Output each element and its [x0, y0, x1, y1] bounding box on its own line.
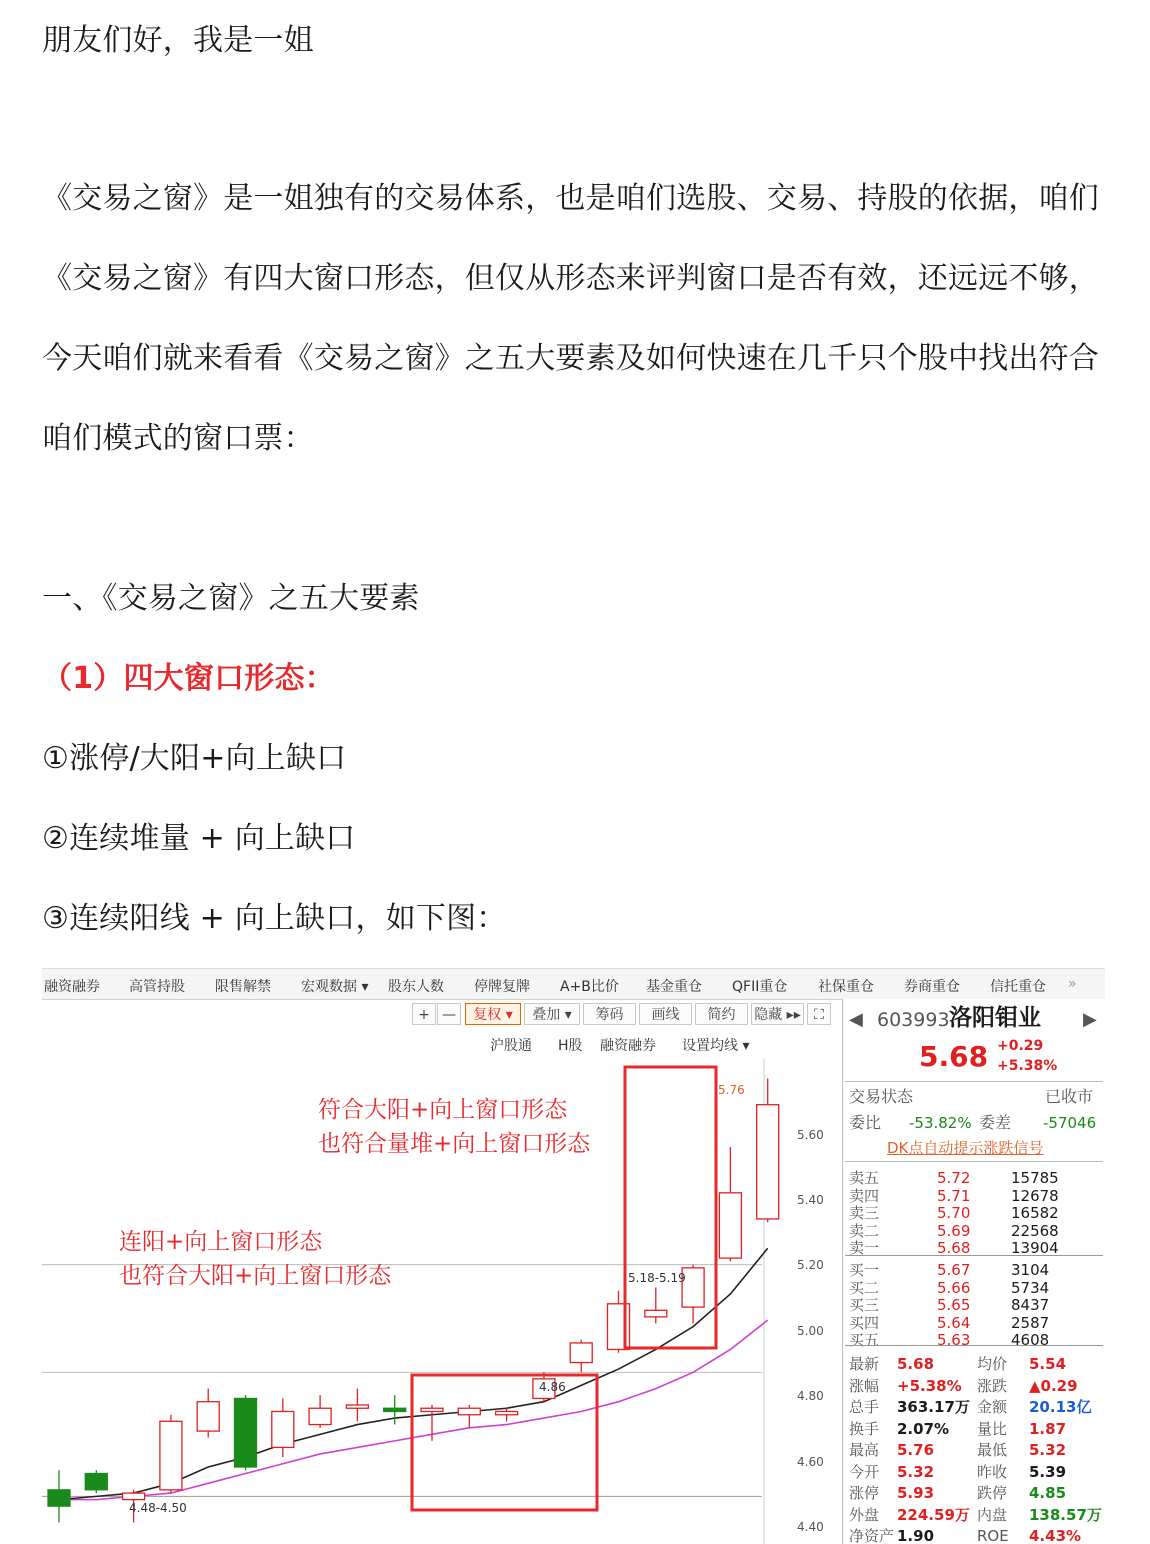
- bid-label: 买五: [849, 1331, 880, 1349]
- stat-label: 最高: [849, 1441, 880, 1459]
- top-tab-bar: [42, 969, 1105, 1000]
- stock-code: 603993: [877, 1009, 950, 1031]
- weicha-label: 委差: [979, 1113, 1012, 1132]
- simple-button[interactable]: 简约: [695, 1003, 748, 1025]
- ask-label: 卖五: [849, 1169, 880, 1187]
- dk-signal-link[interactable]: DK点自动提示涨跌信号: [887, 1139, 1044, 1157]
- stat-value: 2.07%: [897, 1419, 950, 1438]
- stat-label: 总手: [849, 1398, 880, 1416]
- candle: [272, 1398, 294, 1457]
- adjust-dropdown[interactable]: 复权 ▾: [465, 1003, 521, 1025]
- tab-social-security[interactable]: 社保重仓: [818, 979, 874, 995]
- overlay-dropdown[interactable]: 叠加 ▾: [524, 1003, 580, 1025]
- stat-label: 最新: [849, 1355, 880, 1373]
- ask-price: 5.68: [937, 1239, 971, 1257]
- ask-volume: 13904: [1011, 1239, 1059, 1257]
- tab-qfii-holdings[interactable]: QFII重仓: [732, 979, 788, 995]
- stat-value: 5.39: [1029, 1462, 1067, 1481]
- tab-fund-holdings[interactable]: 基金重仓: [646, 979, 702, 995]
- zoom-out-button[interactable]: —: [437, 1003, 461, 1025]
- stat-value: 5.32: [897, 1462, 935, 1481]
- bid-label: 买三: [849, 1296, 880, 1314]
- weicha-value: -57046: [1043, 1114, 1097, 1132]
- tab-margin-trading[interactable]: 融资融券: [44, 979, 100, 995]
- stat-label: 净资产: [849, 1527, 895, 1544]
- price-label-high: 5.76: [718, 1083, 745, 1097]
- tab-lockup-expiry[interactable]: 限售解禁: [215, 979, 271, 995]
- list-item-2: ②连续堆量 + 向上缺口: [42, 821, 356, 856]
- tabs-more-icon[interactable]: »: [1068, 976, 1077, 992]
- ask-price: 5.70: [937, 1204, 971, 1222]
- ask-price: 5.71: [937, 1186, 971, 1205]
- tab-executive-holdings[interactable]: 高管持股: [129, 979, 185, 995]
- tab-broker-holdings[interactable]: 券商重仓: [904, 979, 960, 995]
- bid-label: 买一: [849, 1261, 880, 1279]
- y-tick: 5.60: [797, 1128, 824, 1142]
- stat-value: 4.85: [1029, 1484, 1067, 1502]
- tab-trust-holdings[interactable]: 信托重仓: [990, 979, 1046, 995]
- price-label-mid: 5.18-5.19: [628, 1271, 686, 1285]
- intro-line-3: 今天咱们就来看看《交易之窗》之五大要素及如何快速在几千只个股中找出符合: [42, 341, 1099, 376]
- bid-volume: 8437: [1011, 1296, 1050, 1314]
- link-h-share[interactable]: H股: [558, 1038, 583, 1054]
- prev-stock-icon[interactable]: ◀: [849, 1009, 863, 1030]
- stat-value: 5.54: [1029, 1355, 1067, 1373]
- candle: [197, 1389, 219, 1438]
- bid-label: 买二: [849, 1278, 880, 1297]
- ask-volume: 12678: [1011, 1186, 1059, 1205]
- stat-value: 363.17万: [897, 1398, 970, 1416]
- stat-value: 5.32: [1029, 1441, 1067, 1459]
- ask-label: 卖三: [849, 1204, 880, 1222]
- y-tick: 4.40: [797, 1520, 824, 1534]
- tab-suspension[interactable]: 停牌复牌: [474, 979, 530, 995]
- bid-price: 5.64: [937, 1313, 971, 1332]
- candle: [757, 1079, 779, 1223]
- status-label: 交易状态: [849, 1087, 914, 1106]
- list-item-3: ③连续阳线 + 向上缺口，如下图：: [42, 901, 507, 936]
- ask-volume: 15785: [1011, 1169, 1059, 1187]
- candle: [48, 1470, 70, 1522]
- tab-macro-data[interactable]: 宏观数据 ▾: [301, 979, 369, 995]
- stock-chart-screenshot: [42, 968, 1105, 1544]
- y-tick: 5.00: [797, 1324, 824, 1338]
- bid-price: 5.67: [937, 1261, 971, 1279]
- draw-button[interactable]: 画线: [639, 1003, 692, 1025]
- candle: [346, 1389, 368, 1422]
- link-margin[interactable]: 融资融券: [600, 1038, 656, 1054]
- ask-price: 5.69: [937, 1221, 971, 1240]
- ma-settings-dropdown[interactable]: 设置均线 ▾: [682, 1038, 750, 1054]
- bid-volume: 2587: [1011, 1313, 1050, 1332]
- candle: [458, 1405, 480, 1428]
- stat-label: 今开: [849, 1462, 880, 1481]
- stat-value: 5.93: [897, 1484, 935, 1502]
- stat-label: 涨幅: [849, 1376, 880, 1395]
- stock-name: 洛阳钼业: [949, 1005, 1041, 1031]
- section-title: 一、《交易之窗》之五大要素: [42, 581, 420, 616]
- candle: [309, 1395, 331, 1428]
- stat-value: 1.87: [1029, 1419, 1067, 1438]
- stat-label: 换手: [849, 1419, 880, 1438]
- price-change: +0.29: [997, 1038, 1044, 1054]
- ask-volume: 16582: [1011, 1204, 1059, 1222]
- bid-volume: 5734: [1011, 1278, 1050, 1297]
- tab-shareholder-count[interactable]: 股东人数: [388, 979, 444, 995]
- stat-value: 224.59万: [897, 1505, 970, 1524]
- hide-button[interactable]: 隐藏 ▸▸: [751, 1003, 804, 1025]
- stat-value: 4.43%: [1029, 1527, 1082, 1544]
- stat-label: 涨跌: [977, 1376, 1008, 1395]
- bid-label: 买四: [849, 1313, 880, 1332]
- intro-line-1: 《交易之窗》是一姐独有的交易体系，也是咱们选股、交易、持股的依据，咱们: [42, 181, 1099, 216]
- price-label-low2: 4.86: [539, 1380, 566, 1394]
- candle: [160, 1415, 182, 1493]
- price-label-low1: 4.48-4.50: [129, 1501, 187, 1515]
- stat-value: ▲0.29: [1029, 1376, 1078, 1395]
- stat-label: 涨停: [849, 1484, 880, 1502]
- candle: [570, 1340, 592, 1373]
- stat-value: 5.68: [897, 1355, 935, 1373]
- list-item-1: ①涨停/大阳+向上缺口: [42, 741, 347, 776]
- y-tick: 4.80: [797, 1389, 824, 1403]
- candle: [496, 1408, 518, 1421]
- annotation-left-line1: 连阳+向上窗口形态: [119, 1229, 323, 1255]
- price-change-pct: +5.38%: [997, 1058, 1058, 1074]
- stat-value: +5.38%: [897, 1376, 962, 1395]
- bid-volume: 3104: [1011, 1261, 1050, 1279]
- tab-ab-ratio[interactable]: A+B比价: [560, 979, 619, 995]
- weibi-value: -53.82%: [909, 1114, 972, 1132]
- stat-label: 跌停: [977, 1484, 1008, 1502]
- greeting: 朋友们好，我是一姐: [42, 23, 314, 58]
- stat-label: 金额: [977, 1398, 1008, 1416]
- ask-price: 5.72: [937, 1169, 971, 1187]
- candle: [235, 1395, 257, 1470]
- bid-price: 5.63: [937, 1331, 971, 1349]
- annotation-right-line1: 符合大阳+向上窗口形态: [318, 1097, 568, 1123]
- annotation-right-line2: 也符合量堆+向上窗口形态: [318, 1131, 591, 1157]
- highlight-box-left: [412, 1375, 597, 1510]
- stat-value: 20.13亿: [1029, 1398, 1092, 1416]
- chips-button[interactable]: 筹码: [583, 1003, 636, 1025]
- stat-label: 外盘: [849, 1505, 880, 1524]
- candle: [85, 1470, 107, 1493]
- bid-price: 5.65: [937, 1296, 971, 1314]
- candle: [645, 1287, 667, 1323]
- ask-label: 卖二: [849, 1221, 880, 1240]
- y-tick: 5.40: [797, 1193, 824, 1207]
- weibi-label: 委比: [849, 1113, 882, 1132]
- stat-value: 138.57万: [1029, 1505, 1102, 1524]
- fullscreen-icon[interactable]: ⛶: [807, 1003, 831, 1025]
- intro-line-4: 咱们模式的窗口票：: [42, 421, 314, 456]
- last-price: 5.68: [919, 1040, 989, 1073]
- annotation-left-line2: 也符合大阳+向上窗口形态: [119, 1263, 392, 1289]
- bid-volume: 4608: [1011, 1331, 1050, 1349]
- stat-value: 1.90: [897, 1527, 935, 1544]
- y-tick: 4.60: [797, 1455, 824, 1469]
- y-tick: 5.20: [797, 1258, 824, 1272]
- stat-label: 均价: [977, 1355, 1008, 1373]
- candle: [719, 1147, 741, 1261]
- status-value: 已收市: [1045, 1087, 1094, 1106]
- stat-label: ROE: [977, 1527, 1009, 1544]
- intro-line-2: 《交易之窗》有四大窗口形态，但仅从形态来评判窗口是否有效，还远远不够，: [42, 261, 1099, 296]
- ask-volume: 22568: [1011, 1221, 1059, 1240]
- link-hk-connect[interactable]: 沪股通: [490, 1038, 532, 1054]
- stat-value: 5.76: [897, 1441, 935, 1459]
- ask-label: 卖一: [849, 1239, 880, 1257]
- bid-price: 5.66: [937, 1278, 971, 1297]
- zoom-in-button[interactable]: +: [412, 1003, 436, 1025]
- ask-label: 卖四: [849, 1186, 880, 1205]
- next-stock-icon[interactable]: ▶: [1083, 1009, 1097, 1030]
- stat-label: 量比: [977, 1419, 1008, 1438]
- stat-label: 内盘: [977, 1505, 1008, 1524]
- subsection-title: （1）四大窗口形态：: [42, 661, 335, 696]
- stat-label: 最低: [977, 1441, 1008, 1459]
- stat-label: 昨收: [977, 1462, 1008, 1481]
- quote-panel: [842, 999, 1105, 1544]
